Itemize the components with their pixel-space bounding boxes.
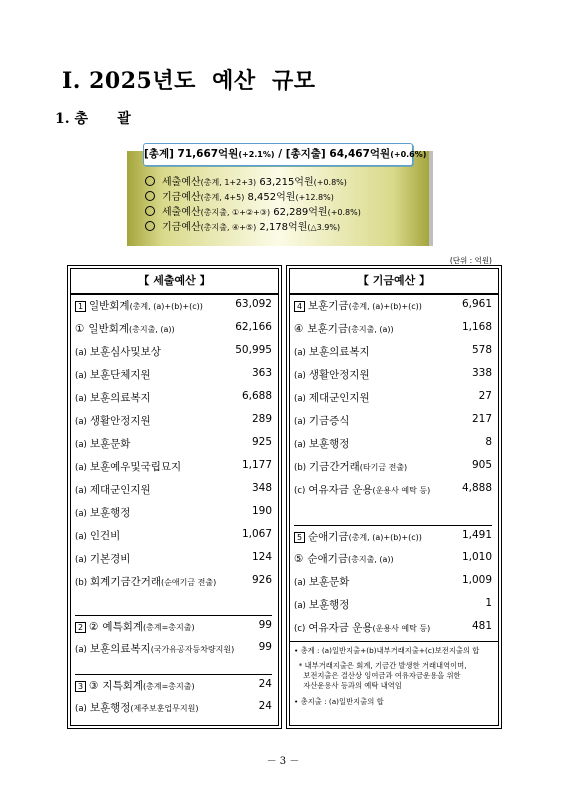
row-value: 926 (251, 574, 272, 586)
table-row (294, 295, 492, 317)
row-value: 4,888 (461, 482, 492, 494)
item-mark: (a) (75, 509, 87, 519)
table-row (294, 571, 492, 593)
table-row (294, 318, 492, 340)
footnote: * 내부거래지출은 회계, 기금간 발생한 거래내역이며, (294, 661, 467, 670)
summary-header: [총계] 71,667억원(+2.1%) / [총지출] 64,467억원(+0.6%) (143, 143, 413, 166)
row-value: 1,491 (461, 529, 492, 541)
row-qualifier: (국가유공자등차량지원) (150, 645, 235, 654)
table-row (75, 433, 272, 455)
row-label (294, 390, 370, 405)
row-name: 순애기금 (307, 553, 348, 565)
row-name: 보훈의료복지 (89, 643, 151, 655)
row-name: 보훈행정 (89, 702, 131, 714)
table-row (294, 479, 492, 501)
row-label (75, 321, 175, 336)
item-mark: (c) (294, 624, 306, 634)
panel-heading: 【 세출예산 】 (71, 269, 278, 295)
row-value: 124 (251, 551, 272, 563)
row-label (75, 413, 151, 428)
circled-number-icon: ③ (89, 680, 99, 692)
row-name: 보훈의료복지 (89, 392, 151, 404)
row-name: 일반회계 (89, 300, 130, 312)
row-name: 일반회계 (88, 323, 129, 335)
row-label (294, 413, 349, 428)
row-value: 217 (471, 413, 492, 425)
summary-keys: 4+5 (224, 193, 242, 202)
item-mark: (a) (294, 417, 306, 427)
summary-keys: ①+②+③ (232, 208, 267, 217)
row-qualifier: (총계, (a)+(b)+(c)) (348, 533, 422, 542)
row-name: 보훈기금 (307, 323, 348, 335)
panel-heading: 【 기금예산 】 (290, 269, 498, 295)
row-value: 1,177 (241, 459, 272, 471)
item-mark: (a) (294, 578, 306, 588)
row-qualifier: (순애기금 전출) (161, 578, 217, 587)
row-label (294, 459, 407, 474)
row-label (294, 367, 370, 382)
item-mark: (a) (75, 371, 87, 381)
table-row (294, 410, 492, 432)
row-label (294, 321, 394, 336)
box-number-icon: 3 (75, 681, 86, 692)
box-number-icon: 5 (294, 532, 305, 543)
row-name: 순애기금 (308, 531, 349, 543)
table-row (75, 341, 272, 363)
summary-keys: 1+2+3 (224, 178, 253, 187)
item-mark: (a) (75, 486, 87, 496)
table-row (75, 295, 272, 317)
bullet-icon (145, 206, 155, 216)
table-row (294, 525, 492, 548)
row-qualifier: (운용사 예탁 등) (372, 486, 431, 495)
bullet-icon (145, 176, 155, 186)
unit-label: (단위 : 억원) (449, 256, 492, 265)
box-number-icon: 1 (75, 301, 86, 312)
row-label (75, 344, 161, 359)
row-name: 제대군인지원 (89, 484, 151, 496)
row-name: 보훈행정 (308, 438, 350, 450)
row-name: 보훈행정 (89, 507, 131, 519)
row-label (75, 459, 181, 474)
table-row (75, 571, 272, 593)
row-label (294, 597, 349, 612)
item-mark: (a) (294, 348, 306, 358)
table-row (75, 318, 272, 340)
table-row (294, 456, 492, 478)
table-row (294, 548, 492, 570)
item-mark: (b) (75, 578, 88, 588)
circled-number-icon: ⑤ (294, 553, 304, 565)
row-value: 905 (471, 459, 492, 471)
row-qualifier: (총계, (a)+(b)+(c)) (348, 302, 422, 311)
item-mark: (a) (294, 394, 306, 404)
row-name: 기본경비 (89, 553, 131, 565)
row-value: 99 (258, 641, 272, 653)
footnote: 보전지출은 결산상 잉여금과 여유자금운용을 위한 (294, 671, 461, 680)
table-row (75, 674, 272, 697)
row-value: 8 (485, 436, 492, 448)
table-row (75, 410, 272, 432)
row-value: 1,067 (241, 528, 272, 540)
row-label (294, 482, 430, 497)
item-mark: (a) (75, 417, 87, 427)
table-row (75, 479, 272, 501)
row-value: 1 (485, 597, 492, 609)
item-mark: (c) (294, 486, 306, 496)
row-name: 기금증식 (308, 415, 350, 427)
table-row (75, 638, 272, 660)
row-name: 여유자금 운용 (308, 484, 373, 496)
row-value: 578 (471, 344, 492, 356)
footnote: • 총지출 : (a)일반지출의 합 (294, 697, 384, 706)
row-label (294, 529, 422, 544)
summary-line-2: 기금예산(총계, 4+5) 8,452억원(+12.8%) (145, 191, 334, 204)
table-row (75, 364, 272, 386)
table-row (294, 364, 492, 386)
table-row (75, 502, 272, 524)
row-name: 보훈문화 (89, 438, 131, 450)
table-row (294, 387, 492, 409)
row-qualifier: (제주보훈업무지원) (130, 704, 199, 713)
row-label (294, 551, 394, 566)
item-mark: (b) (294, 463, 307, 473)
item-mark: (a) (75, 555, 87, 565)
row-name: 보훈심사및보상 (89, 346, 161, 358)
item-mark: (a) (294, 601, 306, 611)
table-row (75, 387, 272, 409)
row-name: 제대군인지원 (308, 392, 370, 404)
row-value: 6,688 (241, 390, 272, 402)
row-label (294, 620, 430, 635)
row-name: 예특회계 (102, 621, 143, 633)
table-row (294, 594, 492, 616)
row-name: 보훈문화 (308, 576, 350, 588)
table-row (294, 433, 492, 455)
row-name: 보훈단체지원 (89, 369, 151, 381)
circled-number-icon: ② (89, 621, 99, 633)
row-value: 190 (251, 505, 272, 517)
item-mark: (a) (75, 645, 87, 655)
row-value: 62,166 (235, 321, 272, 333)
row-qualifier: (운용사 예탁 등) (372, 624, 431, 633)
row-qualifier: (총계=총지출) (143, 682, 195, 691)
row-name: 인건비 (89, 530, 121, 542)
row-name: 보훈의료복지 (308, 346, 370, 358)
item-mark: (a) (75, 394, 87, 404)
row-name: 보훈예우및국립묘지 (89, 461, 182, 473)
item-mark: (a) (294, 371, 306, 381)
row-name: 생활안정지원 (89, 415, 151, 427)
item-mark: (a) (294, 440, 306, 450)
section-heading: 1. 총 괄 (55, 111, 131, 127)
row-value: 63,092 (235, 298, 272, 310)
row-label (75, 528, 120, 543)
budget-summary-box (127, 143, 433, 246)
row-label (294, 298, 422, 313)
row-label (75, 678, 195, 693)
row-label (75, 641, 234, 656)
circled-number-icon: ① (75, 323, 85, 335)
row-label (75, 298, 203, 313)
row-value: 1,010 (461, 551, 492, 563)
row-qualifier: (총지출, (a)) (348, 325, 394, 334)
row-label (75, 619, 195, 634)
summary-keys: ④+⑤ (232, 223, 254, 232)
table-row (75, 697, 272, 719)
item-mark: (a) (75, 463, 87, 473)
footnote: 자산운용사 등과의 예탁 내역임 (294, 681, 402, 690)
page-title: Ⅰ. 2025년도 예산 규모 (62, 68, 316, 94)
row-name: 기금간거래 (309, 461, 360, 473)
bullet-icon (145, 221, 155, 231)
table-row (75, 525, 272, 547)
bullet-icon (145, 191, 155, 201)
item-mark: (a) (75, 704, 87, 714)
circled-number-icon: ④ (294, 323, 304, 335)
row-value: 338 (471, 367, 492, 379)
row-qualifier: (총계=총지출) (143, 623, 195, 632)
table-row (294, 341, 492, 363)
row-label (75, 390, 151, 405)
row-label (75, 551, 130, 566)
summary-line-4: 기금예산(총지출, ④+⑤) 2,178억원(△3.9%) (145, 221, 340, 234)
row-name: 생활안정지원 (308, 369, 370, 381)
table-row (75, 456, 272, 478)
row-label (294, 436, 349, 451)
item-mark: (a) (75, 440, 87, 450)
row-value: 50,995 (235, 344, 272, 356)
row-name: 보훈기금 (308, 300, 349, 312)
row-value: 363 (251, 367, 272, 379)
table-row (294, 617, 492, 639)
row-label (75, 367, 151, 382)
row-qualifier: (총계, (a)+(b)+(c)) (129, 302, 203, 311)
footnote: • 총계 : (a)일반지출+(b)내부거래지출+(c)보전지출의 합 (294, 646, 480, 655)
row-label (75, 436, 130, 451)
row-value: 6,961 (461, 298, 492, 310)
row-value: 481 (471, 620, 492, 632)
row-label (75, 700, 199, 715)
row-label (294, 574, 349, 589)
row-name: 여유자금 운용 (308, 622, 373, 634)
page-number: － 3 － (266, 756, 300, 767)
expenditure-panel (70, 268, 279, 726)
row-value: 99 (258, 619, 272, 631)
row-qualifier: (총지출, (a)) (348, 555, 394, 564)
box-number-icon: 2 (75, 622, 86, 633)
box-number-icon: 4 (294, 301, 305, 312)
row-name: 보훈행정 (308, 599, 350, 611)
row-value: 348 (251, 482, 272, 494)
row-label (75, 505, 130, 520)
row-qualifier: (총지출, (a)) (129, 325, 175, 334)
fund-panel (289, 268, 499, 726)
row-name: 회계기금간거래 (90, 576, 162, 588)
row-value: 24 (258, 700, 272, 712)
row-value: 1,168 (461, 321, 492, 333)
row-value: 925 (251, 436, 272, 448)
row-label (75, 482, 151, 497)
row-label (294, 344, 370, 359)
summary-line-1: 세출예산(총계, 1+2+3) 63,215억원(+0.8%) (145, 176, 347, 189)
summary-line-3: 세출예산(총지출, ①+②+③) 62,289억원(+0.8%) (145, 206, 361, 219)
row-value: 24 (258, 678, 272, 690)
row-label (75, 574, 216, 589)
item-mark: (a) (75, 348, 87, 358)
table-row (75, 548, 272, 570)
table-row (75, 615, 272, 638)
notes-divider (290, 641, 498, 642)
row-name: 지특회계 (102, 680, 143, 692)
row-value: 27 (478, 390, 492, 402)
row-value: 289 (251, 413, 272, 425)
row-value: 1,009 (461, 574, 492, 586)
item-mark: (a) (75, 532, 87, 542)
row-qualifier: (타기금 전출) (359, 463, 408, 472)
